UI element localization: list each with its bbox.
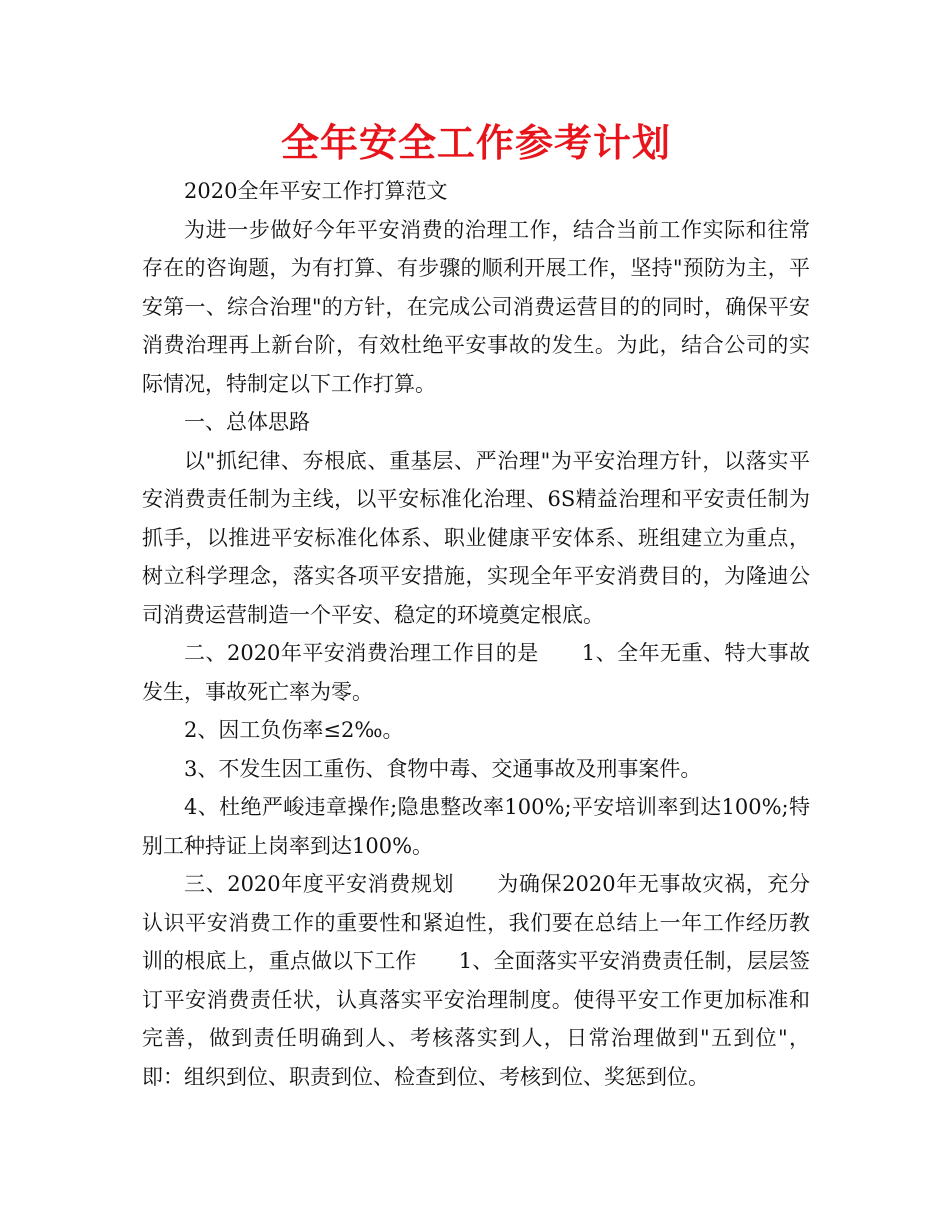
document-title: 全年安全工作参考计划: [280, 121, 671, 165]
paragraph-section-1-heading: 一、总体思路: [184, 410, 310, 434]
paragraph-goal-4: 4、杜绝严峻违章操作;隐患整改率100%;平安培训率到达100%;特别工种持证上岗率到达100%。: [142, 795, 810, 858]
document-page: [142, 118, 810, 1096]
paragraph-section-1-body: 以"抓纪律、夯根底、重基层、严治理"为平安治理方针，以落实平安消费责任制为主线，以平安标准化治理、6S精益治理和平安责任制为抓手，以推进平安标准化体系、职业健康平安体系、班组建立为重点，树立科学理念，落实各项平安措施，实现全年平安消费目的，为隆迪公司消费运营制造一个平安、稳定的环境奠定根底。: [142, 448, 810, 627]
paragraph-goal-2: 2、因工负伤率≤2‰。: [184, 718, 404, 742]
paragraph-subtitle: 2020全年平安工作打算范文: [184, 179, 448, 203]
paragraph-section-3: 三、2020年度平安消费规划 为确保2020年无事故灾祸，充分认识平安消费工作的重要性和紧迫性，我们要在总结上一年工作经历教训的根底上，重点做以下工作 1、全面落实平安消费责任制，层层签订平安消费责任状，认真落实平安治理制度。使得平安工作更加标准和完善，做到责任明确到人、考核落实到人，日常治理做到"五到位"，即：组织到位、职责到位、检查到位、考核到位、奖惩到位。: [142, 872, 810, 1089]
paragraph-intro: 为进一步做好今年平安消费的治理工作，结合当前工作实际和往常存在的咨询题，为有打算、有步骤的顺利开展工作，坚持"预防为主，平安第一、综合治理"的方针，在完成公司消费运营目的的同时，确保平安消费治理再上新台阶，有效杜绝平安事故的发生。为此，结合公司的实际情况，特制定以下工作打算。: [142, 217, 810, 396]
paragraph-goal-3: 3、不发生因工重伤、食物中毒、交通事故及刑事案件。: [184, 756, 702, 781]
paragraph-section-2-goal-1: 二、2020年平安消费治理工作目的是 1、全年无重、特大事故发生，事故死亡率为零。: [142, 641, 810, 704]
